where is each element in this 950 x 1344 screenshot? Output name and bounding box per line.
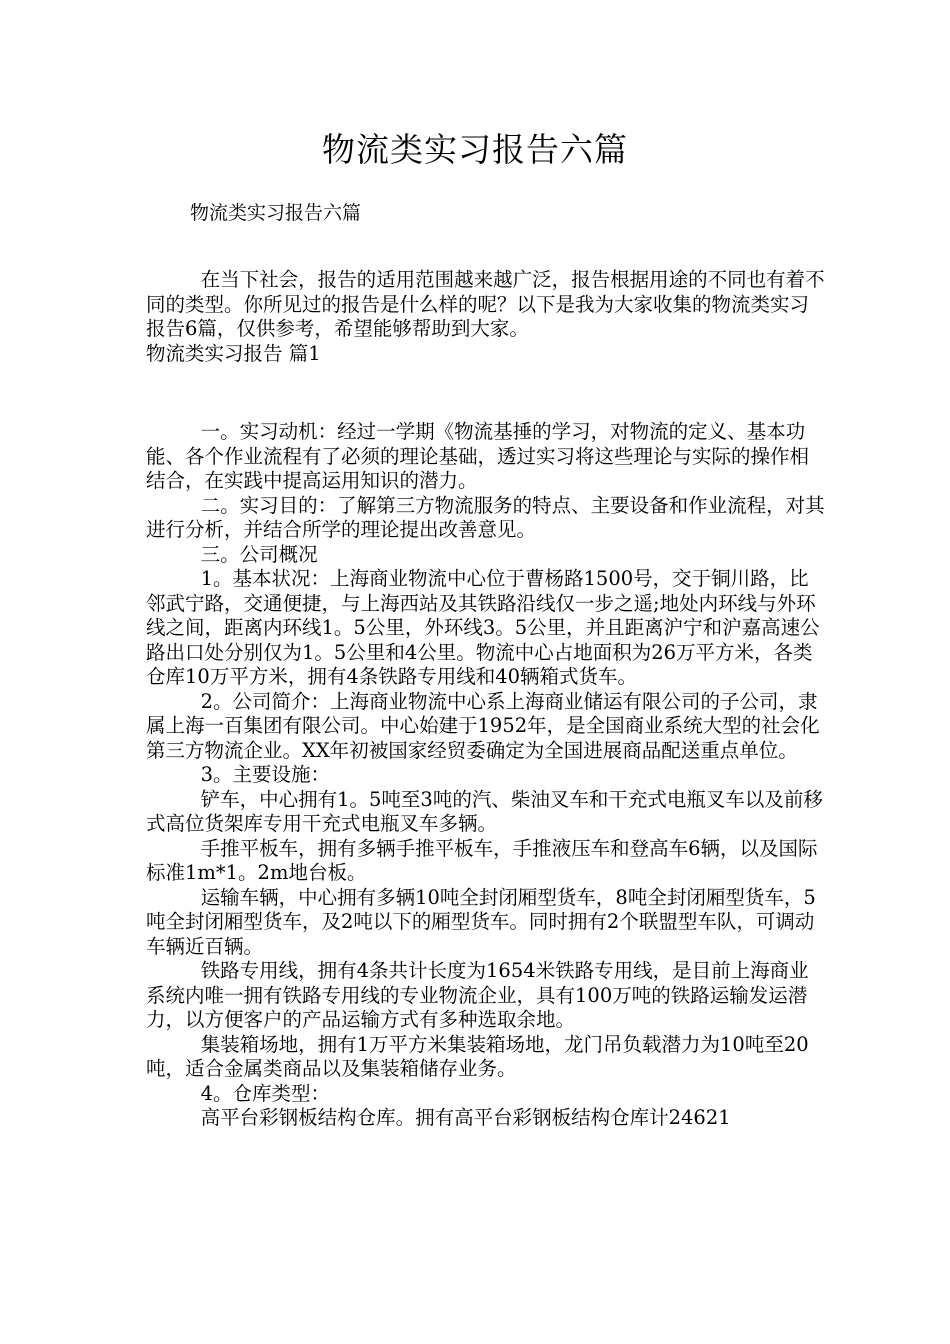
document-title: 物流类实习报告六篇 xyxy=(322,130,628,169)
paragraph-purpose: 二。实习目的：了解第三方物流服务的特点、主要设备和作业流程，对其进行分析，并结合所学的理论提出改善意见。 xyxy=(146,493,825,541)
paragraph-container-yard: 集装箱场地，拥有1万平方米集装箱场地，龙门吊负载潜力为10吨至20吨，适合金属类商品以及集装箱储存业务。 xyxy=(146,1032,809,1080)
paragraph-company-intro: 2。公司简介：上海商业物流中心系上海商业储运有限公司的子公司，隶属上海一百集团有限公司。中心始建于1952年，是全国商业系统大型的社会化第三方物流企业。XX年初被国家经贸委确定为全国进展商品配送重点单位。 xyxy=(146,689,820,762)
intro-paragraph: 在当下社会，报告的适用范围越来越广泛，报告根据用途的不同也有着不同的类型。你所见过的报告是什么样的呢？以下是我为大家收集的物流类实习报告6篇，仅供参考，希望能够帮助到大家。 xyxy=(146,268,825,340)
paragraph-railway-lines: 铁路专用线，拥有4条共计长度为1654米铁路专用线，是目前上海商业系统内唯一拥有铁路专用线的专业物流企业，具有100万吨的铁路运输发运潜力，以方便客户的产品运输方式有多种选取余地。 xyxy=(146,959,809,1031)
paragraph-spacer xyxy=(146,366,826,420)
paragraph-main-facilities: 3。主要设施： xyxy=(200,763,331,786)
document-subtitle: 物流类实习报告六篇 xyxy=(190,202,362,224)
document-body xyxy=(146,268,826,1131)
paragraph-motivation: 一。实习动机：经过一学期《物流基捶的学习，对物流的定义、基本功能、各个作业流程有了必须的理论基础，透过实习将这些理论与实际的操作相结合，在实践中提高运用知识的潜力。 xyxy=(146,420,810,492)
section-heading: 物流类实习报告 篇1 xyxy=(146,341,321,365)
paragraph-steel-warehouse: 高平台彩钢板结构仓库。拥有高平台彩钢板结构仓库计24621 xyxy=(200,1106,731,1129)
paragraph-warehouse-types: 4。仓库类型： xyxy=(200,1081,331,1105)
paragraph-basic-status: 1。基本状况：上海商业物流中心位于曹杨路1500号，交于铜川路，比邻武宁路，交通便捷，与上海西站及其铁路沿线仅一步之遥;地处内环线与外环线之间，距离内环线1。5公里，外环线3。5公里，并且距离沪宁和沪嘉高速公路出口处分别仅为1。5公里和4公里。物流中心占地面积为26万平方米，各类仓库10万平方米，拥有4条铁路专用线和40辆箱式货车。 xyxy=(146,567,820,688)
paragraph-hand-carts: 手推平板车，拥有多辆手推平板车，手推液压车和登高车6辆，以及国际标准1m*1。2m地台板。 xyxy=(146,836,818,884)
paragraph-forklifts: 铲车，中心拥有1。5吨至3吨的汽、柴油叉车和干充式电瓶叉车以及前移式高位货架库专用干充式电瓶叉车多辆。 xyxy=(146,787,823,835)
paragraph-company-overview: 三。公司概况 xyxy=(200,542,318,566)
paragraph-transport-vehicles: 运输车辆，中心拥有多辆10吨全封闭厢型货车，8吨全封闭厢型货车，5吨全封闭厢型货车，及2吨以下的厢型货车。同时拥有2个联盟型车队，可调动车辆近百辆。 xyxy=(146,885,816,958)
